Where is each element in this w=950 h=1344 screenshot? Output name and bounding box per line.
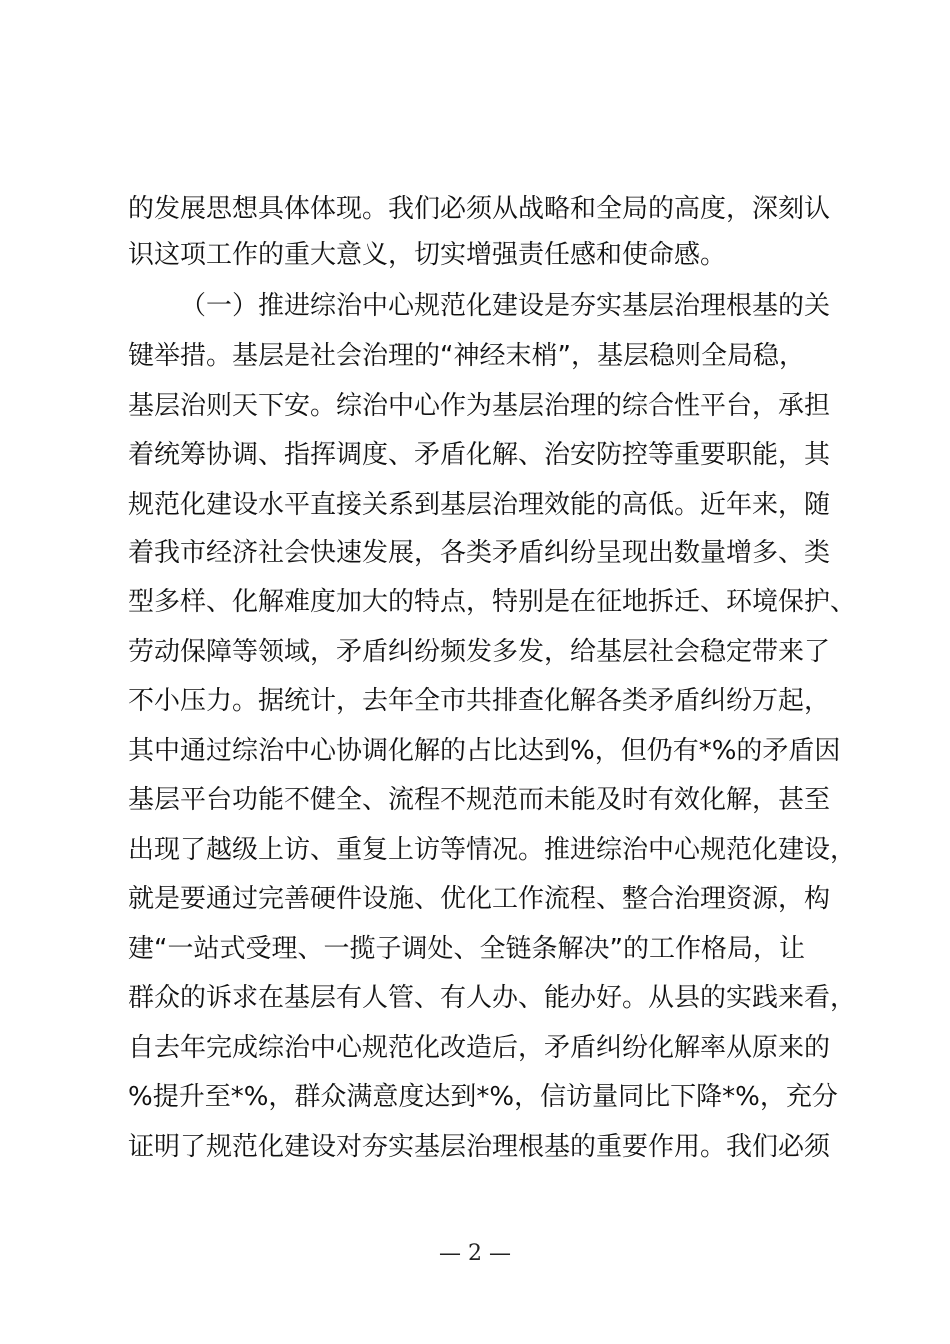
text-line: 不小压力。据统计，去年全市共排查化解各类矛盾纠纷万起，	[128, 686, 831, 716]
text-line: 其中通过综治中心协调化解的占比达到%，但仍有*%的矛盾因	[128, 736, 841, 766]
text-line: 出现了越级上访、重复上访等情况。推进综治中心规范化建设，	[128, 835, 857, 865]
text-line: 自去年完成综治中心规范化改造后，矛盾纠纷化解率从原来的	[128, 1033, 831, 1063]
text-line: 证明了规范化建设对夯实基层治理根基的重要作用。我们必须	[128, 1132, 831, 1162]
text-line: 劳动保障等领域，矛盾纠纷频发多发，给基层社会稳定带来了	[128, 637, 831, 667]
text-line: 基层治则天下安。综治中心作为基层治理的综合性平台，承担	[128, 391, 831, 421]
text-line: 着统筹协调、指挥调度、矛盾化解、治安防控等重要职能，其	[128, 440, 831, 470]
text-line: 建“一站式受理、一揽子调处、全链条解决”的工作格局，让	[128, 934, 805, 964]
text-line: %提升至*%，群众满意度达到*%，信访量同比下降*%，充分	[128, 1082, 838, 1112]
text-line: 基层平台功能不健全、流程不规范而未能及时有效化解，甚至	[128, 785, 831, 815]
page-number: — 2 —	[439, 1241, 511, 1266]
text-line: 群众的诉求在基层有人管、有人办、能办好。从县的实践来看，	[128, 983, 857, 1013]
text-line: 型多样、化解难度加大的特点，特别是在征地拆迁、环境保护、	[128, 587, 857, 617]
text-line: 键举措。基层是社会治理的“神经末梢”，基层稳则全局稳，	[128, 341, 805, 371]
text-line: 规范化建设水平直接关系到基层治理效能的高低。近年来，随	[128, 490, 831, 520]
section-heading-line: （一）推进综治中心规范化建设是夯实基层治理根基的关	[180, 291, 831, 321]
text-line: 就是要通过完善硬件设施、优化工作流程、整合治理资源，构	[128, 884, 831, 914]
text-line: 着我市经济社会快速发展，各类矛盾纠纷呈现出数量增多、类	[128, 538, 831, 568]
text-line: 的发展思想具体体现。我们必须从战略和全局的高度，深刻认	[128, 194, 831, 224]
text-line: 识这项工作的重大意义，切实增强责任感和使命感。	[128, 240, 727, 270]
